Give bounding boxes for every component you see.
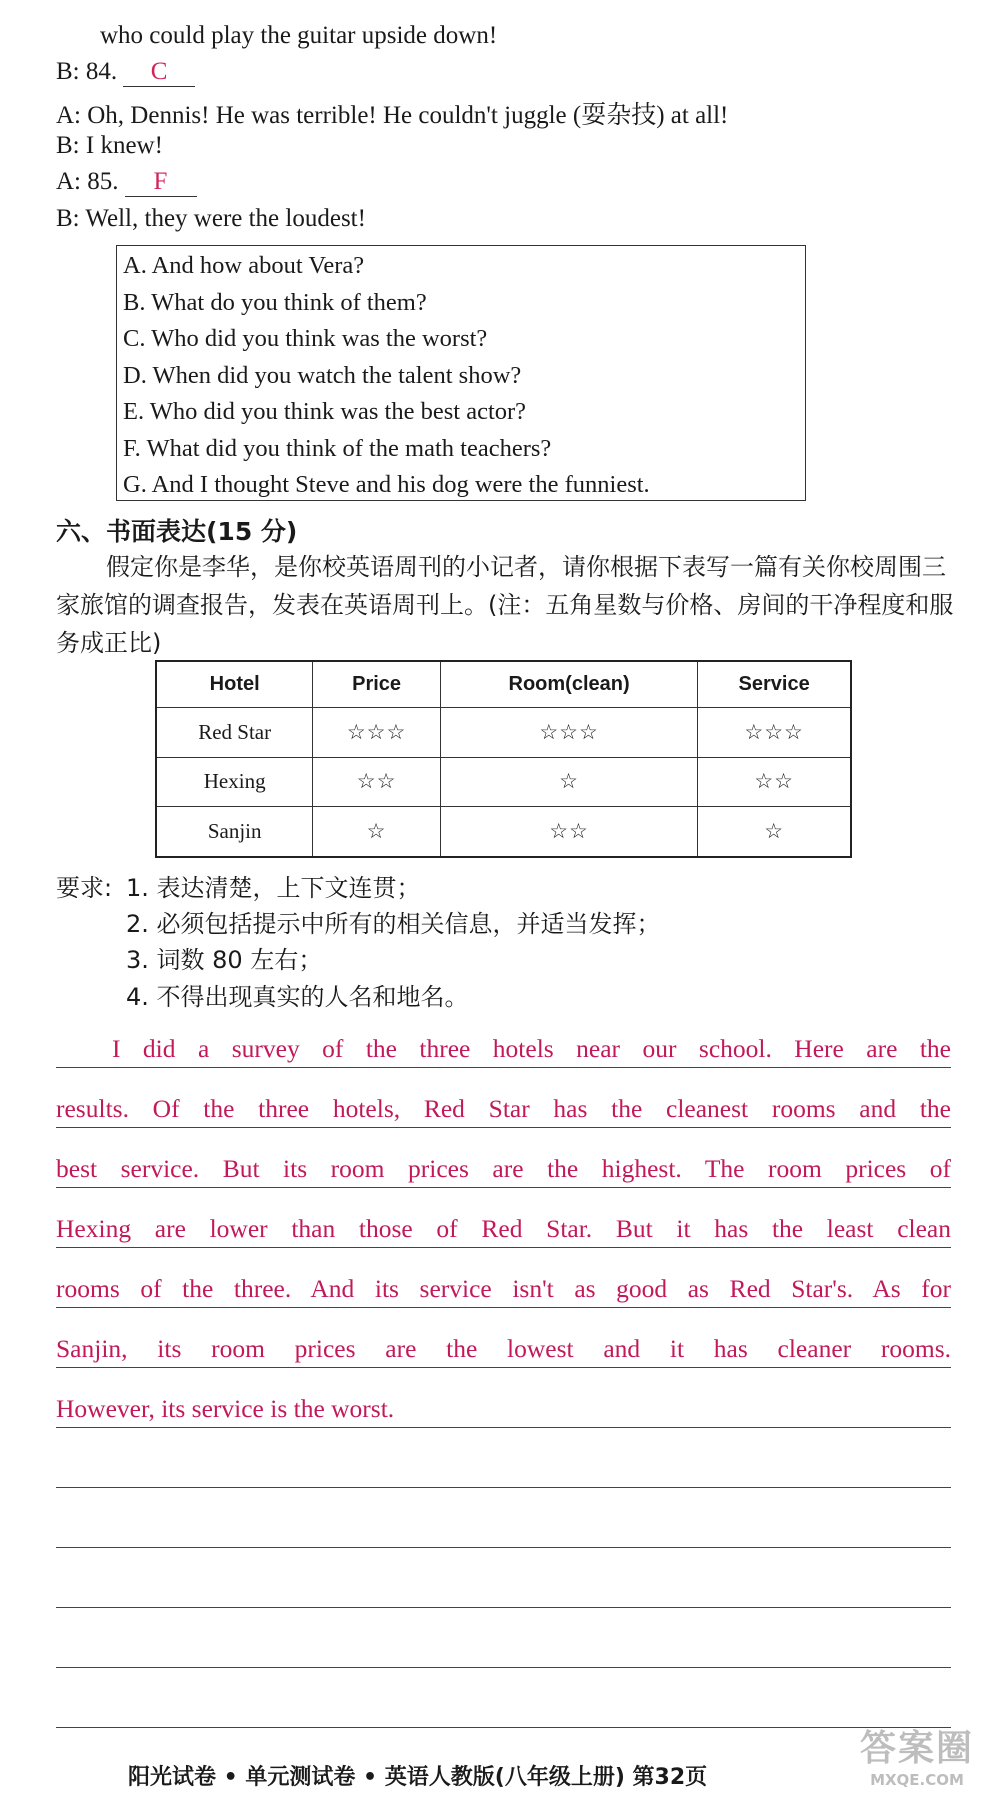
option-f: F. What did you think of the math teachers?: [123, 434, 552, 462]
requirement-item: 3. 词数 80 左右；: [126, 946, 323, 974]
star-rating: ☆: [698, 807, 851, 857]
table-row: [156, 757, 851, 806]
ruled-line: [56, 1247, 951, 1248]
option-e: E. Who did you think was the best actor?: [123, 398, 527, 425]
essay-line-text: best service. But its room prices are the highest. The room prices of: [56, 1154, 951, 1183]
star-rating: ☆: [440, 757, 697, 806]
ruled-line: [56, 1187, 951, 1188]
essay-line-text: Hexing are lower than those of Red Star. But it has the least clean: [56, 1214, 951, 1243]
hotel-name: Sanjin: [156, 807, 313, 857]
star-rating: ☆☆☆: [440, 708, 697, 757]
header-service: Service: [698, 661, 851, 708]
option-a: A. And how about Vera?: [123, 252, 365, 279]
dialogue-text: who could play the guitar upside down!: [100, 22, 498, 49]
watermark-logo: [842, 1720, 992, 1800]
dialogue-line-4: [56, 132, 163, 160]
requirements-label: 要求:: [56, 874, 113, 902]
option-b: B. What do you think of them?: [123, 288, 427, 316]
answer-blank-84: C: [123, 58, 195, 87]
ruled-line: [56, 1067, 951, 1068]
hotel-name: Red Star: [156, 708, 313, 757]
star-rating: ☆☆: [313, 757, 441, 806]
section-title: 六、书面表达(15 分): [56, 517, 298, 546]
ruled-line: [56, 1487, 951, 1488]
essay-line-text: However, its service is the worst.: [56, 1394, 395, 1423]
ruled-line: [56, 1307, 951, 1308]
dialogue-text: B: Well, they were the loudest!: [56, 205, 366, 232]
dialogue-text: A: 85.: [56, 168, 119, 195]
dialogue-line-1: [100, 22, 497, 50]
ruled-line: [56, 1547, 951, 1548]
star-rating: ☆: [313, 807, 441, 857]
dialogue-line-5: [56, 168, 197, 197]
writing-prompt: [56, 548, 956, 662]
option-c: C. Who did you think was the worst?: [123, 325, 488, 352]
requirement-item: 4. 不得出现真实的人名和地名。: [126, 983, 469, 1011]
ruled-line: [56, 1127, 951, 1128]
requirement-item: 1. 表达清楚，上下文连贯；: [126, 874, 421, 902]
table-header-row: [156, 661, 851, 708]
dialogue-text: B: I knew!: [56, 132, 163, 159]
essay-line-text: Sanjin, its room prices are the lowest and it has cleaner rooms.: [56, 1334, 951, 1363]
ruled-line: [56, 1367, 951, 1368]
essay-line-text: I did a survey of the three hotels near our school. Here are the: [112, 1034, 951, 1063]
requirement-item: 2. 必须包括提示中所有的相关信息，并适当发挥；: [126, 910, 661, 938]
answer-blank-85: F: [125, 168, 197, 197]
star-rating: ☆☆: [698, 757, 851, 806]
dialogue-text: A: Oh, Dennis! He was terrible! He couldn't juggle (耍杂技) at all!: [56, 102, 729, 129]
hotel-table: [155, 660, 852, 858]
writing-prompt-text: 假定你是李华，是你校英语周刊的小记者，请你根据下表写一篇有关你校周围三家旅馆的调查报告，发表在英语周刊上。(注：五角星数与价格、房间的干净程度和服务成正比): [56, 553, 954, 657]
option-d: D. When did you watch the talent show?: [123, 361, 522, 389]
essay-line-text: results. Of the three hotels, Red Star has the cleanest rooms and the: [56, 1094, 951, 1123]
ruled-line: [56, 1427, 951, 1428]
hotel-name: Hexing: [156, 757, 313, 806]
option-g: G. And I thought Steve and his dog were the funniest.: [123, 471, 650, 498]
star-rating: ☆☆: [440, 807, 697, 857]
star-rating: ☆☆☆: [313, 708, 441, 757]
ruled-line: [56, 1727, 951, 1728]
essay-line-text: rooms of the three. And its service isn't as good as Red Star's. As for: [56, 1274, 951, 1303]
dialogue-text: B: 84.: [56, 58, 118, 85]
ruled-line: [56, 1667, 951, 1668]
dialogue-line-3: [56, 95, 728, 131]
header-price: Price: [313, 661, 441, 708]
options-box: [116, 245, 806, 501]
header-room: Room(clean): [440, 661, 697, 708]
header-hotel: Hotel: [156, 661, 313, 708]
dialogue-line-2: [56, 58, 195, 87]
ruled-line: [56, 1607, 951, 1608]
watermark-text: 答案圈: [859, 1728, 974, 1769]
dialogue-line-6: [56, 205, 366, 233]
table-row: [156, 807, 851, 857]
table-row: [156, 708, 851, 757]
watermark-domain: MXQE.COM: [870, 1771, 964, 1789]
star-rating: ☆☆☆: [698, 708, 851, 757]
page-footer: 阳光试卷 • 单元测试卷 • 英语人教版(八年级上册) 第32页: [128, 1765, 708, 1790]
